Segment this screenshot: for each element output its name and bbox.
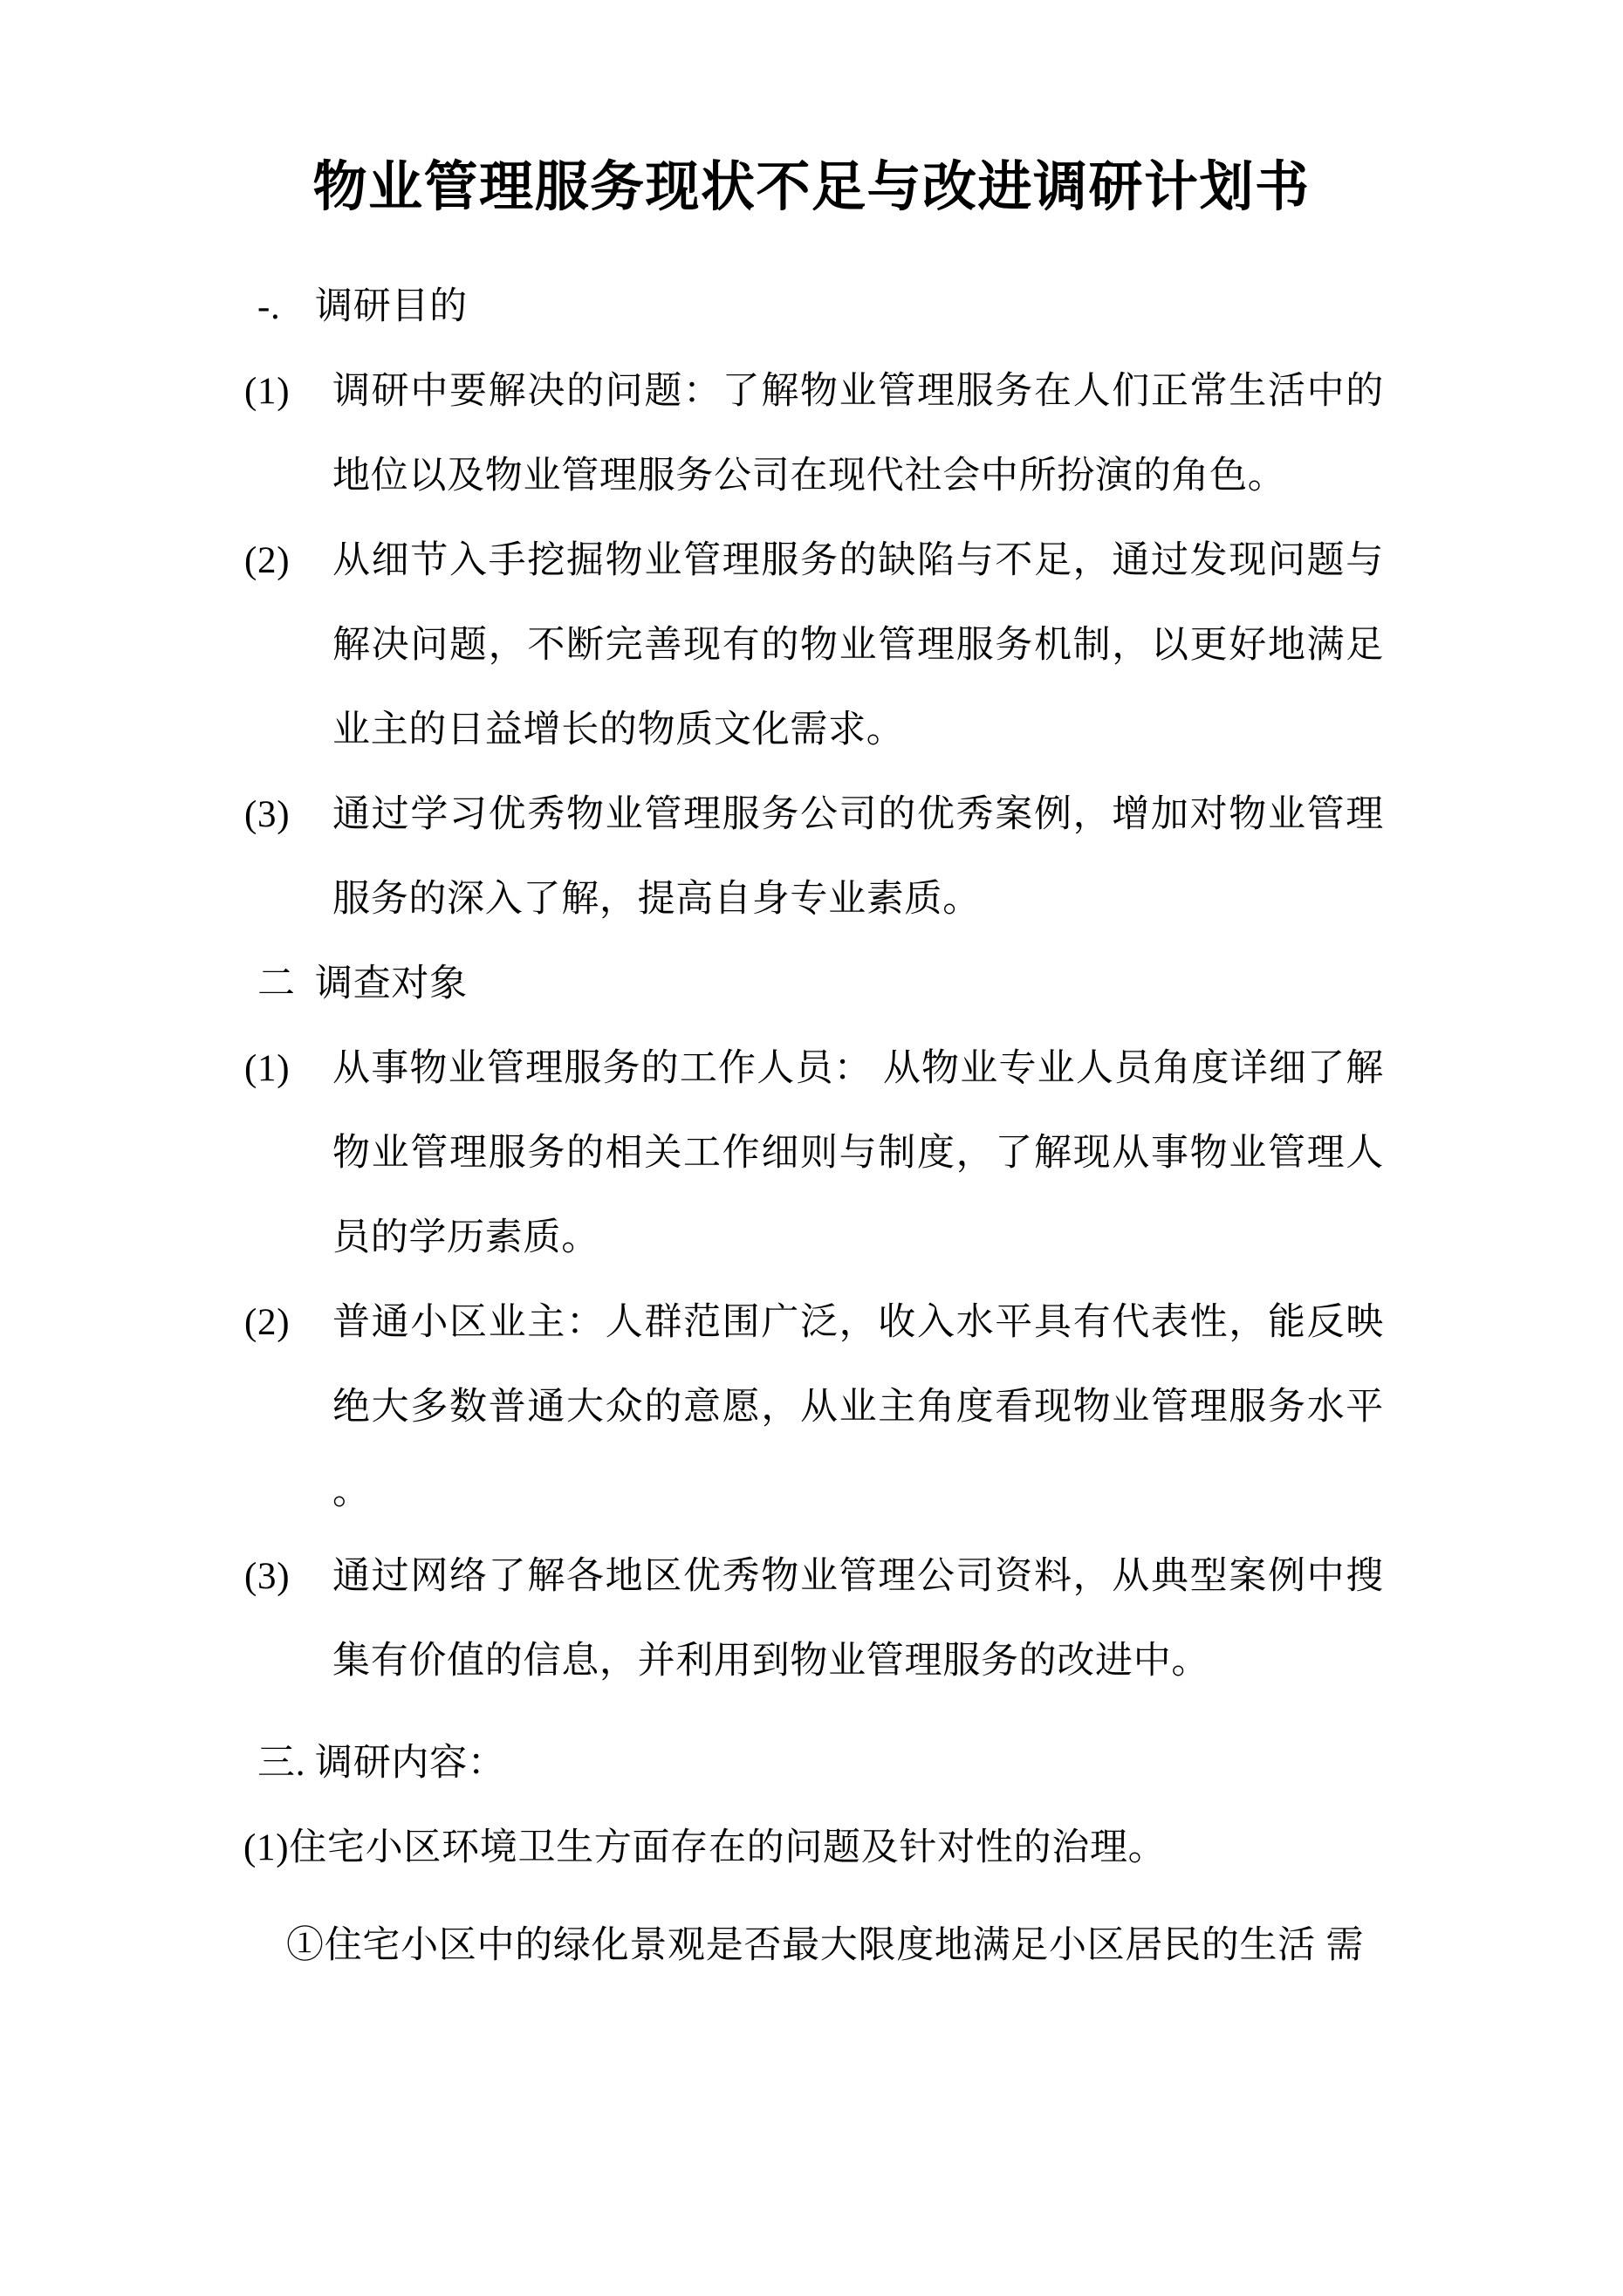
section-2-item-1 <box>244 1026 1623 1280</box>
section-2-heading <box>257 942 1623 1026</box>
section-1-heading-text: 调研目的 <box>315 286 468 327</box>
section-1-marker: -. <box>257 286 281 327</box>
list-item-text: 通过网络了解各地区优秀物业管理公司资料，从典型案例中搜集有价值的信息，并利用到物业管理服务的改进中。 <box>332 1556 1384 1682</box>
section-1-item-1 <box>244 349 1623 518</box>
section-2-heading-text: 调查对象 <box>315 963 468 1004</box>
section-3-marker: 三. <box>257 1743 306 1784</box>
section-2-item-2 <box>244 1280 1623 1534</box>
list-marker: (3) <box>244 794 291 835</box>
section-3-heading-text: 调研内容： <box>315 1743 506 1784</box>
list-item-text: 通过学习优秀物业管理服务公司的优秀案例，增加对物业管理服务的深入了解，提高自身专业素质。 <box>332 794 1384 920</box>
section-3-heading <box>257 1721 1623 1806</box>
list-marker: (1) <box>244 1048 291 1089</box>
section-3-paragraph-1: (1)住宅小区环境卫生方面存在的问题及针对性的治理。 <box>243 1827 1167 1868</box>
section-2-item-3 <box>244 1534 1623 1703</box>
section-1-heading <box>257 264 1623 349</box>
document-body <box>0 264 1623 1988</box>
list-item-text: 从事物业管理服务的工作人员： 从物业专业人员角度详细了解物业管理服务的相关工作细则与制度，了解现从事物业管理人员的学历素质。 <box>332 1048 1384 1258</box>
list-marker: (1) <box>244 371 291 412</box>
list-marker: (2) <box>244 540 291 581</box>
list-marker: (2) <box>244 1302 291 1343</box>
document-title: 物业管理服务现状不足与改进调研计划书 <box>312 158 1311 217</box>
list-marker: (3) <box>244 1556 291 1597</box>
list-item-text: 调研中要解决的问题：了解物业管理服务在人们正常生活中的地位以及物业管理服务公司在现代社会中所扮演的角色。 <box>332 371 1384 497</box>
section-1-item-3 <box>244 772 1623 942</box>
list-item-text: 从细节入手挖掘物业管理服务的缺陷与不足，通过发现问题与解决问题，不断完善现有的物业管理服务机制，以更好地满足业主的日益增长的物质文化需求。 <box>332 540 1384 750</box>
section-1-item-2 <box>244 518 1623 772</box>
section-2-marker: 二 <box>257 963 296 1004</box>
list-item-text: 普通小区业主：人群范围广泛，收入水平具有代表性，能反映绝大多数普通大众的意愿，从业主角度看现物业管理服务水平。 <box>332 1302 1384 1512</box>
section-3-paragraph-2: ①住宅小区中的绿化景观是否最大限度地满足小区居民的生活 需 <box>286 1925 1365 1966</box>
